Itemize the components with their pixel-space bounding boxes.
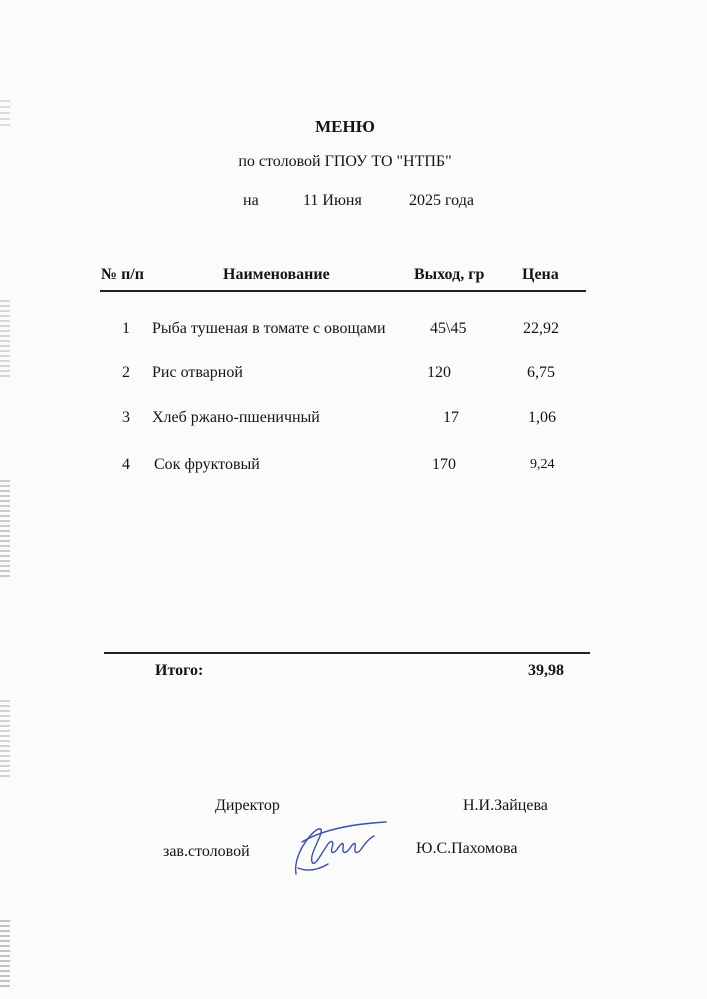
- row-number: 1: [122, 320, 130, 337]
- director-name: Н.И.Зайцева: [463, 797, 548, 814]
- document-title: МЕНЮ: [315, 117, 375, 136]
- total-value: 39,98: [528, 662, 564, 679]
- row-name: Рис отварной: [152, 364, 243, 381]
- row-yield: 45\45: [430, 320, 467, 337]
- row-name: Рыба тушеная в томате с овощами: [152, 320, 386, 337]
- table-row: [0, 364, 707, 388]
- row-number: 2: [122, 364, 130, 381]
- row-name: Сок фруктовый: [154, 456, 260, 473]
- header-name: Наименование: [223, 266, 330, 283]
- scan-edge-mark: [0, 300, 10, 380]
- scan-edge-mark: [0, 700, 10, 780]
- row-price: 9,24: [530, 457, 555, 472]
- handwritten-signature: [288, 812, 393, 882]
- director-role: Директор: [215, 797, 280, 814]
- header-rule: [100, 290, 586, 292]
- scan-edge-mark: [0, 920, 10, 990]
- total-label: Итого:: [155, 662, 204, 679]
- row-name: Хлеб ржано-пшеничный: [152, 409, 320, 426]
- row-price: 1,06: [528, 409, 556, 426]
- row-number: 3: [122, 409, 130, 426]
- scan-edge-mark: [0, 100, 10, 130]
- row-number: 4: [122, 456, 130, 473]
- date-prefix: на: [243, 192, 259, 209]
- row-yield: 17: [443, 409, 459, 426]
- row-price: 6,75: [527, 364, 555, 381]
- table-row: [0, 409, 707, 433]
- date-day: 11 Июня: [303, 192, 362, 209]
- row-price: 22,92: [523, 320, 559, 337]
- canteen-head-name: Ю.С.Пахомова: [416, 840, 518, 857]
- row-yield: 170: [432, 456, 456, 473]
- table-row: [0, 320, 707, 344]
- canteen-head-role: зав.столовой: [163, 843, 250, 860]
- row-yield: 120: [427, 364, 451, 381]
- header-price: Цена: [522, 266, 559, 283]
- header-number: № п/п: [101, 266, 144, 283]
- table-row: [0, 456, 707, 480]
- scan-edge-mark: [0, 480, 10, 580]
- header-yield: Выход, гр: [414, 266, 485, 283]
- total-rule: [104, 652, 590, 654]
- date-year: 2025 года: [409, 192, 474, 209]
- document-subtitle: по столовой ГПОУ ТО "НТПБ": [238, 153, 452, 170]
